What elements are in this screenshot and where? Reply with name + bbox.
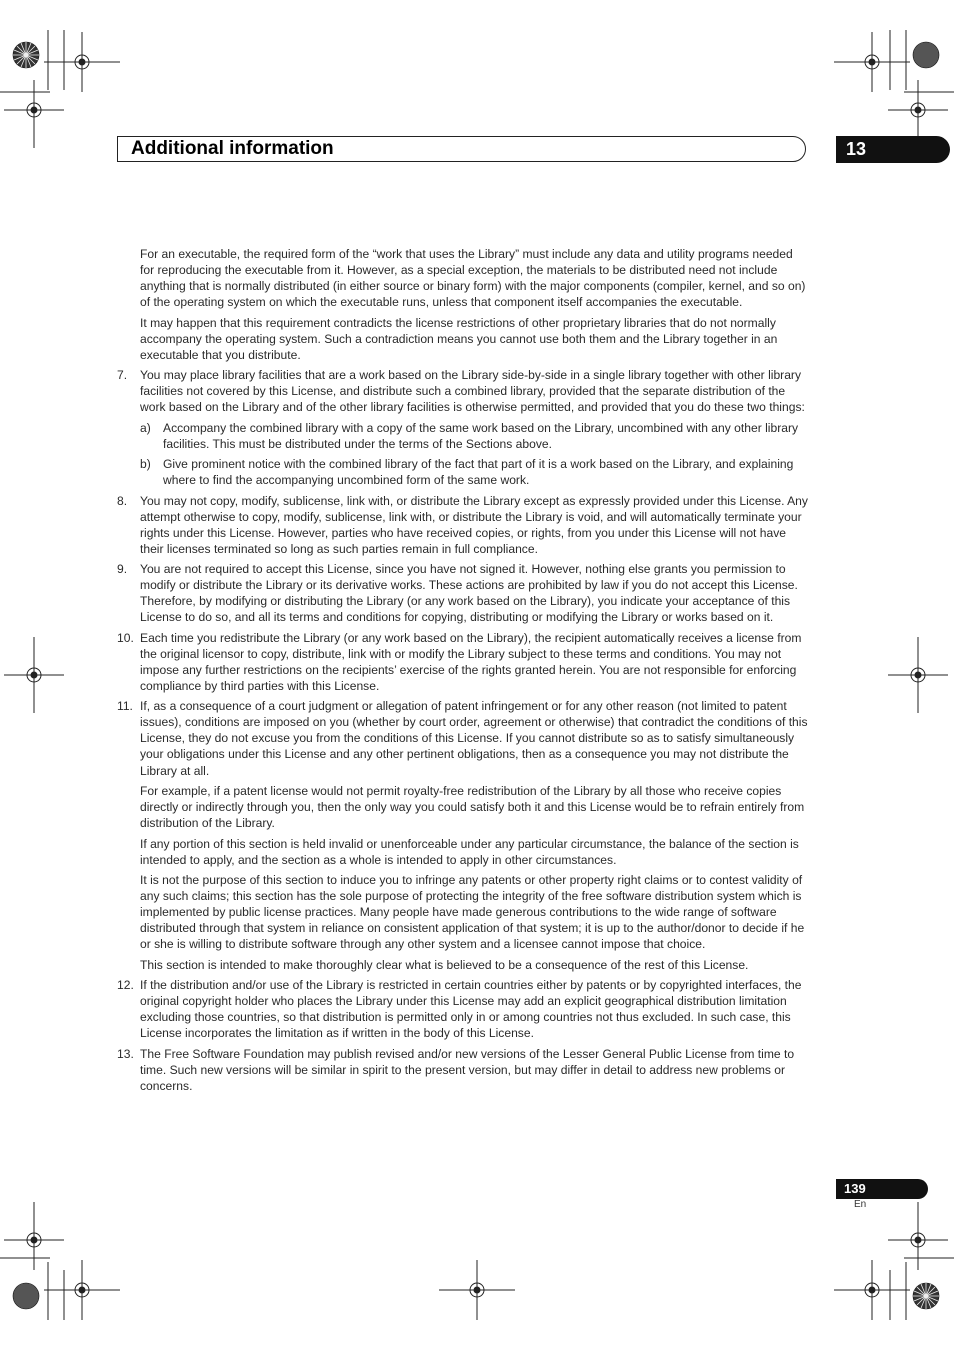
item-number: 8. — [117, 493, 128, 508]
list-item — [112, 493, 808, 557]
item-number: 7. — [117, 368, 128, 383]
item-number: 9. — [117, 562, 128, 577]
item-number: 11. — [117, 699, 133, 714]
list-item — [112, 1046, 808, 1094]
paragraph: For example, if a patent license would not permit royalty-free redistribution of the Library by all those who receive copies directly or indirectly through you, then the only way you could satisfy both it and this License would be to refrain entirely from distribution of the Library. — [140, 783, 805, 831]
paragraph: It may happen that this requirement contradicts the license restrictions of other proprietary libraries that do not normally accompany the operating system. Such a contradiction means you cannot use both them and the Library together in an executable that you distribute. — [140, 315, 778, 362]
sub-item-letter: b) — [140, 457, 151, 472]
chapter-tab — [836, 136, 950, 163]
license-body — [112, 246, 808, 1098]
sub-list-item — [140, 456, 808, 488]
list-item — [112, 367, 808, 415]
sub-item-text: Give prominent notice with the combined library of the fact that part of it is a work based on the Library, and explaining where to find the accompanying uncombined form of the same work. — [163, 457, 794, 488]
paragraph: It is not the purpose of this section to induce you to infringe any patents or other property right claims or to contest validity of any such claims; this section has the sole purpose of protecting the integrity of the free software distribution system which is implemented by public license practices. Many people have made generous contributions to the wide range of software distributed through that system in reliance on consistent application of that system; it is up to the author/donor to decide if he or she is willing to distribute software through any other system and a licensee cannot impose that choice. — [140, 872, 805, 952]
page-number: 139 — [844, 1181, 866, 1196]
list-item — [112, 698, 808, 778]
page-number-tab — [836, 1179, 928, 1199]
item-text: If the distribution and/or use of the Library is restricted in certain countries either by patents or by copyrighted interfaces, the original copyright holder who places the Library under this License may add an explicit geographical distribution limitation excluding those countries, so that distribution is permitted only in or among countries not thus excluded. In such case, this License incorporates the limitation as if written in the body of this License. — [140, 978, 802, 1041]
chapter-number: 13 — [846, 139, 867, 159]
item-text: If, as a consequence of a court judgment or allegation of patent infringement or for any other reason (not limited to patent issues), conditions are imposed on you (whether by court order, agreement or otherwise) that contradict the conditions of this License, they do not excuse you from the conditions of this License. If you cannot distribute so as to satisfy simultaneously your obligations under this License and any other pertinent obligations, then as a consequence you may not distribute the Library at all. — [140, 699, 808, 778]
item-text: Each time you redistribute the Library (or any work based on the Library), the recipient automatically receives a license from the original licensor to copy, distribute, link with or modify the Library subject to these terms and conditions. You may not impose any further restrictions on the recipients’ exercise of the rights granted herein. You are not responsible for enforcing compliance by third parties with this License. — [140, 630, 802, 693]
item-number: 13. — [117, 1046, 134, 1061]
section-header — [117, 136, 806, 162]
language-code: En — [854, 1199, 867, 1210]
paragraph: For an executable, the required form of the “work that uses the Library” must include any data and utility programs needed for reproducing the executable from it. However, as a special exception, the materials to be distributed need not include anything that is normally distributed (in either source or binary form) with the major components (compiler, kernel, and so on) of the operating system on which the executable runs, unless that component itself accompanies the executable. — [140, 247, 806, 310]
item-text: You may not copy, modify, sublicense, link with, or distribute the Library except as expressly provided under this License. Any attempt otherwise to copy, modify, sublicense, link with, or distribute the Library is void, and will automatically terminate your rights under this License. However, parties who have received copies, or rights, from you under this License will not have their licenses terminated so long as such parties remain in full compliance. — [140, 493, 808, 556]
item-text: You are not required to accept this License, since you have not signed it. However, nothing else grants you permission to modify or distribute the Library or its derivative works. These actions are prohibited by law if you do not accept this License. Therefore, by modifying or distributing the Library (or any work based on the Library), you indicate your acceptance of this License to do so, and all its terms and conditions for copying, distributing or modifying the Library or works based on it. — [140, 562, 798, 625]
paragraph: This section is intended to make thoroughly clear what is believed to be a consequence of the rest of this License. — [140, 957, 749, 972]
item-text: You may place library facilities that are a work based on the Library side-by-side in a single library together with other library facilities not covered by this License, and distribute such a combined library, provided that the separate distribution of the work based on the Library and of the other library facilities is otherwise permitted, and provided that you do these two things: — [140, 368, 805, 415]
item-number: 10. — [117, 630, 134, 645]
list-item — [112, 561, 808, 625]
sub-item-letter: a) — [140, 420, 151, 435]
section-title: Additional information — [131, 138, 334, 159]
paragraph: If any portion of this section is held invalid or unenforceable under any particular circumstance, the balance of the section is intended to apply, and the section as a whole is intended to apply in other circumstances. — [140, 836, 799, 867]
item-text: The Free Software Foundation may publish revised and/or new versions of the Lesser General Public License from time to time. Such new versions will be similar in spirit to the present version, but may differ in detail to address new problems or concerns. — [140, 1046, 795, 1093]
sub-item-text: Accompany the combined library with a copy of the same work based on the Library, uncombined with any other library facilities. This must be distributed under the terms of the Sections above. — [163, 420, 799, 451]
list-item — [112, 977, 808, 1041]
sub-list-item — [140, 420, 808, 452]
item-number: 12. — [117, 978, 134, 993]
list-item — [112, 630, 808, 694]
